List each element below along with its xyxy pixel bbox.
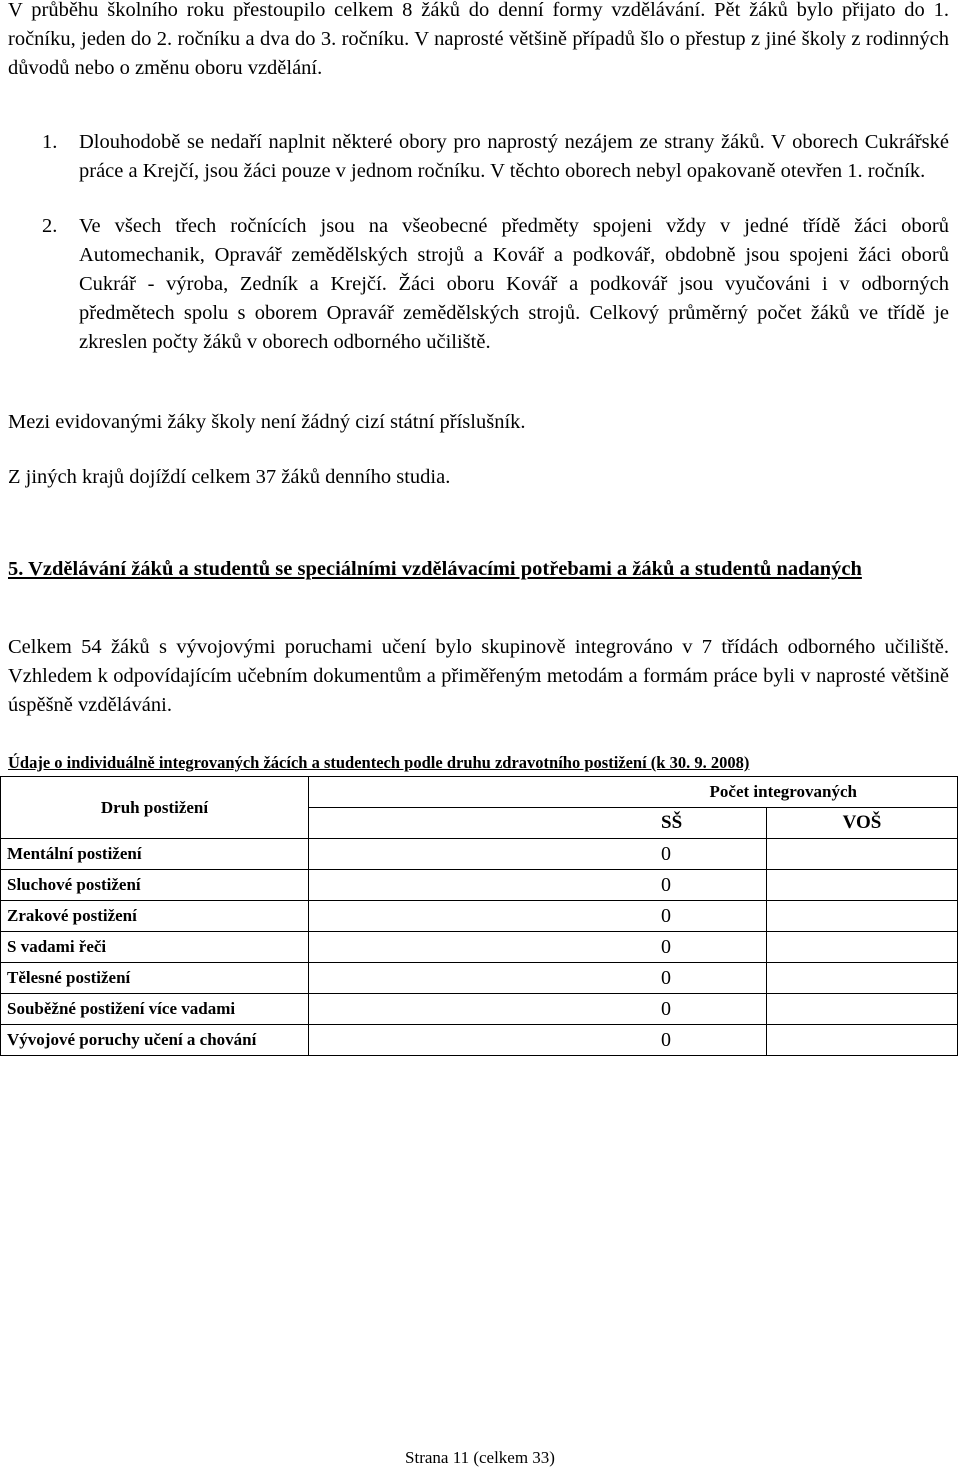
row-vos-value bbox=[767, 1025, 958, 1056]
row-vos-value bbox=[767, 963, 958, 994]
row-ss-value: 0 bbox=[309, 901, 767, 932]
section-5-heading: 5. Vzdělávání žáků a studentů se speciálními vzdělávacími potřebami a žáků a studentů nadaných bbox=[8, 558, 862, 580]
row-label: Souběžné postižení více vadami bbox=[1, 994, 309, 1025]
list-number: 2. bbox=[42, 215, 58, 237]
row-label: Sluchové postižení bbox=[1, 870, 309, 901]
row-ss-value: 0 bbox=[309, 870, 767, 901]
commuters-paragraph: Z jiných krajů dojíždí celkem 37 žáků denního studia. bbox=[8, 466, 451, 488]
header-count: Počet integrovaných bbox=[309, 777, 958, 808]
list-item-1 bbox=[42, 128, 949, 186]
row-label: Tělesné postižení bbox=[1, 963, 309, 994]
header-ss: SŠ bbox=[309, 808, 767, 839]
row-vos-value bbox=[767, 932, 958, 963]
row-label: Zrakové postižení bbox=[1, 901, 309, 932]
integration-table bbox=[0, 776, 958, 1056]
table-row bbox=[1, 1025, 958, 1056]
row-ss-value: 0 bbox=[309, 1025, 767, 1056]
row-vos-value bbox=[767, 901, 958, 932]
header-type: Druh postižení bbox=[1, 777, 309, 839]
table-caption: Údaje o individuálně integrovaných žácích a studentech podle druhu zdravotního postižení (k 30. 9. 2008) bbox=[8, 753, 750, 772]
header-vos: VOŠ bbox=[767, 808, 958, 839]
section-5-paragraph: Celkem 54 žáků s vývojovými poruchami učení bylo skupinově integrováno v 7 třídách odborného učiliště. Vzhledem k odpovídajícím učebním dokumentům a přiměřeným metodám a formám práce byli v naprosté většině úspěšně vzděláváni. bbox=[8, 636, 949, 716]
row-label: Mentální postižení bbox=[1, 839, 309, 870]
row-label: Vývojové poruchy učení a chování bbox=[1, 1025, 309, 1056]
foreigners-paragraph: Mezi evidovanými žáky školy není žádný cizí státní příslušník. bbox=[8, 411, 526, 433]
row-ss-value: 0 bbox=[309, 994, 767, 1025]
table-row bbox=[1, 994, 958, 1025]
row-vos-value bbox=[767, 994, 958, 1025]
list-item-2 bbox=[42, 212, 949, 357]
table-row bbox=[1, 870, 958, 901]
table-row bbox=[1, 901, 958, 932]
row-ss-value: 0 bbox=[309, 963, 767, 994]
list-text: Ve všech třech ročnících jsou na všeobecné předměty spojeni vždy v jedné třídě žáci oborů Automechanik, Opravář zemědělských strojů a Kovář a podkovář, obdobně jsou spojeni žáci oborů Cukrář - výroba, Zedník a Krejčí. Žáci oboru Kovář a podkovář jsou vyučováni i v odborných předmětech spolu s oborem Opravář zemědělských strojů. Celkový průměrný počet žáků ve třídě je zkreslen počty žáků v oborech odborného učiliště. bbox=[79, 215, 949, 353]
row-ss-value: 0 bbox=[309, 932, 767, 963]
row-ss-value: 0 bbox=[309, 839, 767, 870]
table-row bbox=[1, 963, 958, 994]
row-vos-value bbox=[767, 870, 958, 901]
row-vos-value bbox=[767, 839, 958, 870]
table-row bbox=[1, 839, 958, 870]
page-footer: Strana 11 (celkem 33) bbox=[405, 1448, 555, 1467]
row-label: S vadami řeči bbox=[1, 932, 309, 963]
table-header-row bbox=[1, 777, 958, 808]
list-text: Dlouhodobě se nedaří naplnit některé obory pro naprostý nezájem ze strany žáků. V oborech Cukrářské práce a Krejčí, jsou žáci pouze v jednom ročníku. V těchto oborech nebyl opakovaně otevřen 1. ročník. bbox=[79, 131, 949, 182]
table-row bbox=[1, 932, 958, 963]
intro-paragraph: V průběhu školního roku přestoupilo celkem 8 žáků do denní formy vzdělávání. Pět žáků bylo přijato do 1. ročníku, jeden do 2. ročníku a dva do 3. ročníku. V naprosté většině případů šlo o přestup z jiné školy z rodinných důvodů nebo o změnu oboru vzdělání. bbox=[8, 0, 949, 79]
list-number: 1. bbox=[42, 131, 58, 153]
